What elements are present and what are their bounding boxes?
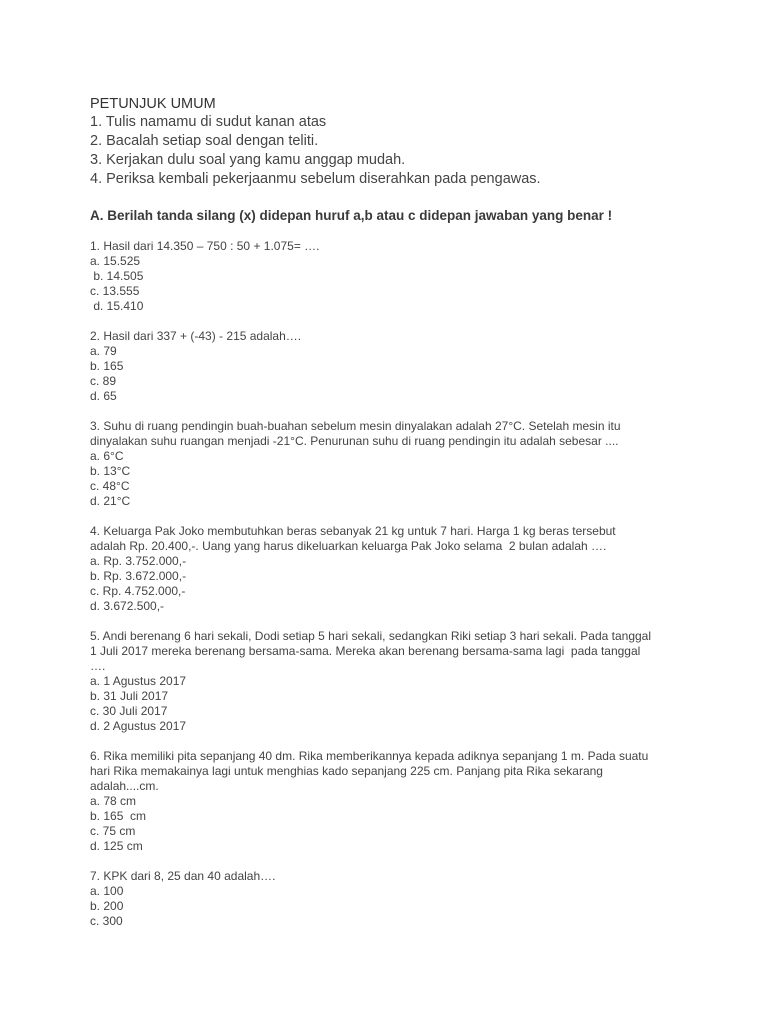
answer-option: d. 15.410 (90, 299, 144, 313)
answer-option: a. 6°C (90, 449, 124, 463)
answer-option: c. 89 (90, 374, 117, 388)
question-text: dinyalakan suhu ruangan menjadi -21°C. Penurunan suhu di ruang pendingin itu adalah sebesar .... (90, 434, 619, 448)
question-text: 6. Rika memiliki pita sepanjang 40 dm. Rika memberikannya kepada adiknya sepanjang 1 m. Pada suatu (90, 749, 649, 763)
question-text: 4. Keluarga Pak Joko membutuhkan beras sebanyak 21 kg untuk 7 hari. Harga 1 kg beras tersebut (90, 524, 616, 538)
answer-option: c. 300 (90, 914, 123, 928)
question-text: 5. Andi berenang 6 hari sekali, Dodi setiap 5 hari sekali, sedangkan Riki setiap 3 hari sekali. Pada tanggal (90, 629, 652, 643)
exam-page (90, 95, 690, 929)
question-4 (90, 524, 690, 614)
answer-option: b. 14.505 (90, 269, 144, 283)
question-text: 2. Hasil dari 337 + (-43) - 215 adalah…. (90, 329, 302, 343)
question-text: 7. KPK dari 8, 25 dan 40 adalah…. (90, 869, 276, 883)
question-text: adalah Rp. 20.400,-. Uang yang harus dikeluarkan keluarga Pak Joko selama 2 bulan adalah …. (90, 539, 607, 553)
answer-option: d. 21°C (90, 494, 131, 508)
answer-option: b. 165 cm (90, 809, 147, 823)
answer-option: b. 13°C (90, 464, 131, 478)
answer-option: a. 100 (90, 884, 124, 898)
question-text: 3. Suhu di ruang pendingin buah-buahan sebelum mesin dinyalakan adalah 27°C. Setelah mesin itu (90, 419, 621, 433)
answer-option: c. 30 Juli 2017 (90, 704, 168, 718)
instruction-item: 1. Tulis namamu di sudut kanan atas (90, 114, 327, 130)
answer-option: d. 125 cm (90, 839, 143, 853)
question-1 (90, 239, 690, 314)
question-2 (90, 329, 690, 404)
section-a-title: A. Berilah tanda silang (x) didepan huruf a,b atau c didepan jawaban yang benar ! (90, 208, 613, 223)
question-3 (90, 419, 690, 509)
question-text: adalah....cm. (90, 779, 159, 793)
instruction-item: 4. Periksa kembali pekerjaanmu sebelum diserahkan pada pengawas. (90, 171, 541, 187)
question-7 (90, 869, 690, 929)
question-text: 1. Hasil dari 14.350 – 750 : 50 + 1.075= …. (90, 239, 320, 253)
answer-option: d. 3.672.500,- (90, 599, 165, 613)
answer-option: c. 75 cm (90, 824, 136, 838)
answer-option: c. Rp. 4.752.000,- (90, 584, 186, 598)
instruction-item: 3. Kerjakan dulu soal yang kamu anggap mudah. (90, 152, 406, 168)
answer-option: c. 48°C (90, 479, 130, 493)
answer-option: a. 1 Agustus 2017 (90, 674, 187, 688)
general-instructions-heading: PETUNJUK UMUM (90, 96, 216, 112)
answer-option: a. Rp. 3.752.000,- (90, 554, 187, 568)
question-text: hari Rika memakainya lagi untuk menghias kado sepanjang 225 cm. Panjang pita Rika sekarang (90, 764, 603, 778)
answer-option: b. 31 Juli 2017 (90, 689, 169, 703)
answer-option: c. 13.555 (90, 284, 140, 298)
answer-option: a. 15.525 (90, 254, 141, 268)
question-text: …. (90, 659, 106, 673)
instruction-list (90, 113, 690, 189)
question-5 (90, 629, 690, 734)
answer-option: a. 79 (90, 344, 117, 358)
question-list (90, 239, 690, 929)
question-6 (90, 749, 690, 854)
answer-option: d. 2 Agustus 2017 (90, 719, 187, 733)
question-text: 1 Juli 2017 mereka berenang bersama-sama. Mereka akan berenang bersama-sama lagi pada tanggal (90, 644, 641, 658)
instruction-item: 2. Bacalah setiap soal dengan teliti. (90, 133, 319, 149)
answer-option: b. 200 (90, 899, 124, 913)
answer-option: b. Rp. 3.672.000,- (90, 569, 187, 583)
answer-option: b. 165 (90, 359, 124, 373)
answer-option: d. 65 (90, 389, 117, 403)
answer-option: a. 78 cm (90, 794, 137, 808)
